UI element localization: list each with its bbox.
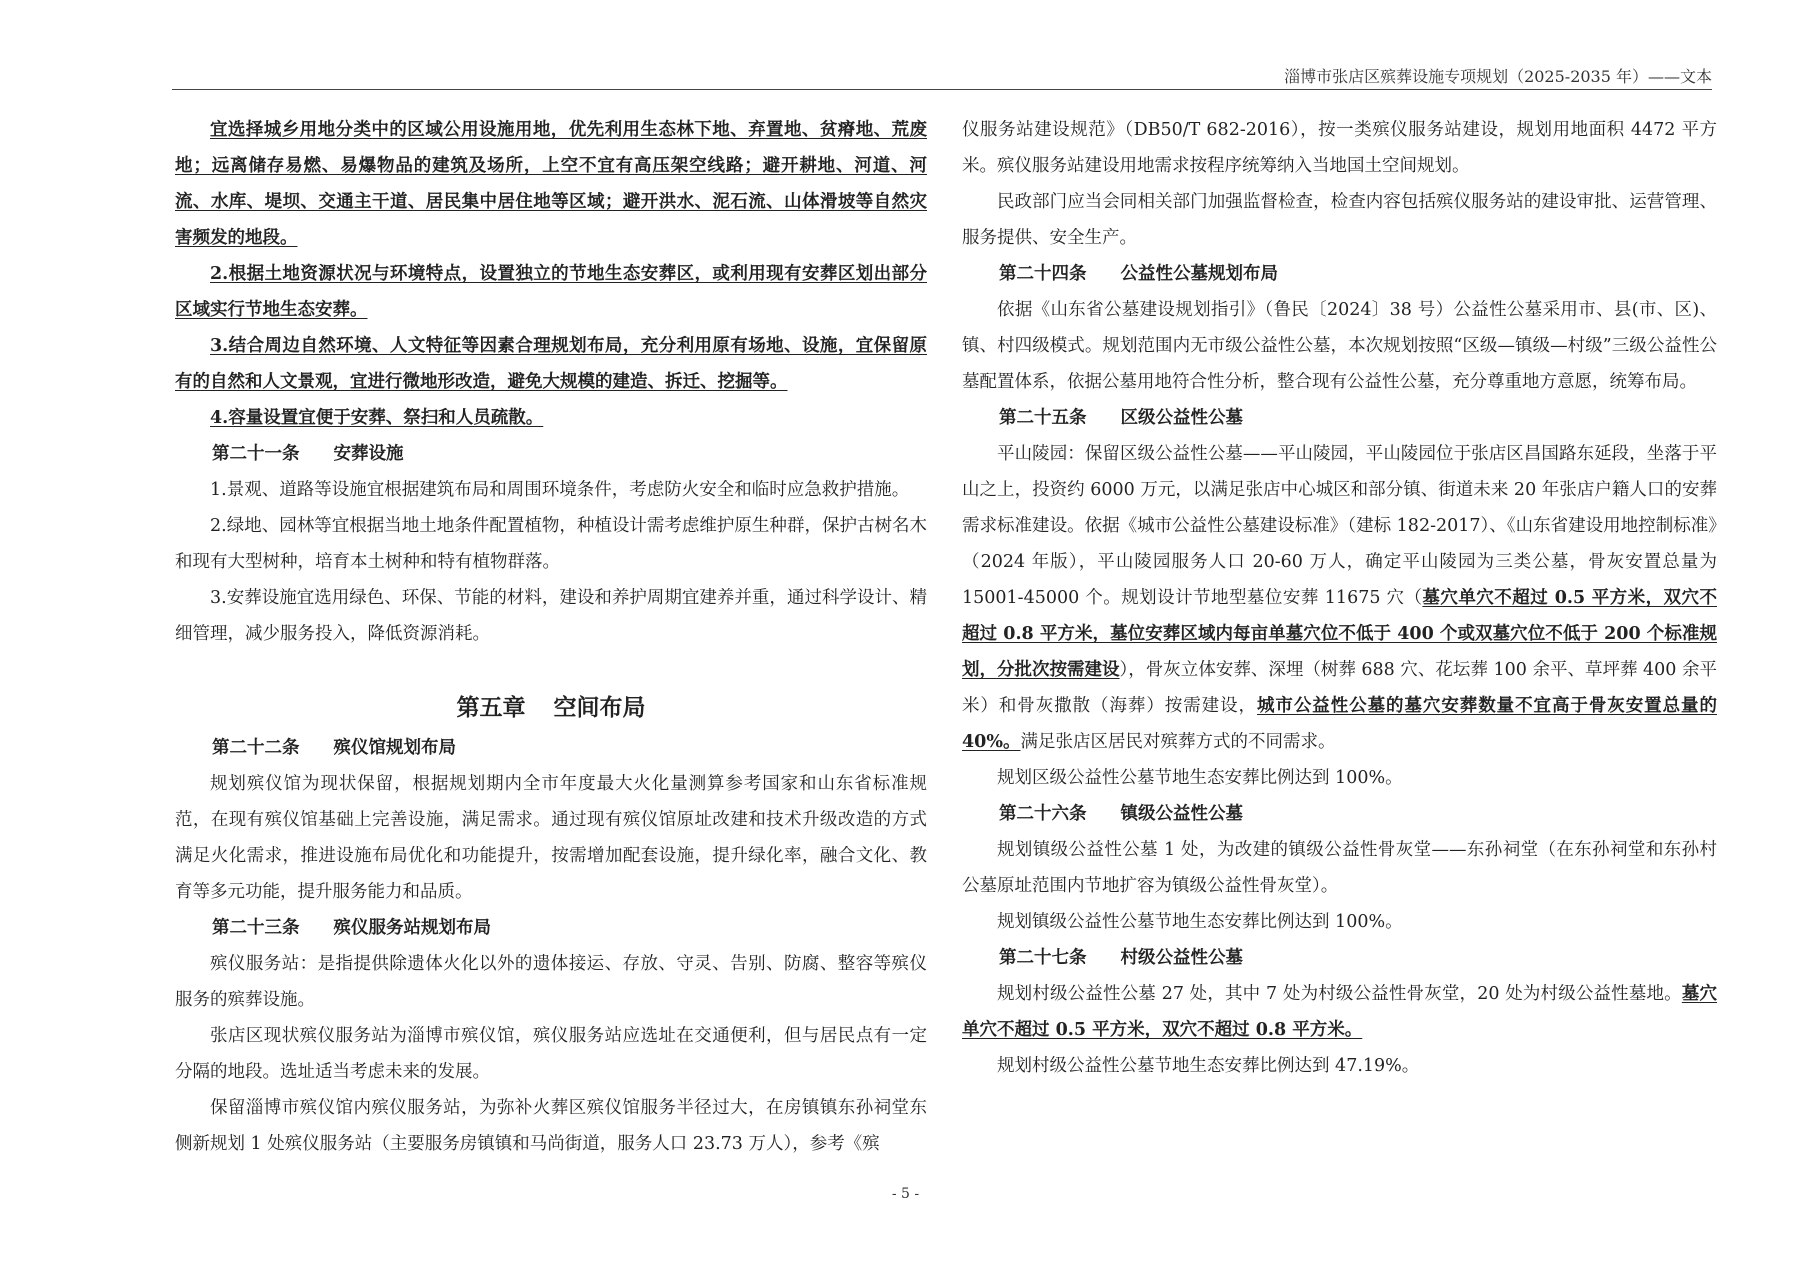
paragraph: 规划镇级公益性公墓节地生态安葬比例达到 100%。 [997,912,1403,932]
paragraph: 规划村级公益性公墓 27 处，其中 7 处为村级公益性骨灰堂，20 处为村级公益性墓地。墓穴单穴不超过 0.5 平方米，双穴不超过 0.8 平方米。 [962,984,1718,1040]
article-heading: 第二十二条 殡仪馆规划布局 [212,738,456,758]
paragraph: 3.结合周边自然环境、人文特征等因素合理规划布局，充分利用原有场地、设施，宜保留原有的自然和人文景观，宜进行微地形改造，避免大规模的建造、拆迁、挖掘等。 [175,336,927,392]
article-heading: 第二十七条 村级公益性公墓 [999,948,1243,968]
emphasis-text: 墓穴单穴不超过 0.5 平方米，双穴不超过 0.8 平方米。 [962,984,1718,1040]
page-header [172,62,1712,90]
left-column [175,112,927,1162]
article-heading: 第二十三条 殡仪服务站规划布局 [212,918,491,938]
paragraph: 3.安葬设施宜选用绿色、环保、节能的材料，建设和养护周期宜建养并重，通过科学设计、精细管理，减少服务投入，降低资源消耗。 [175,588,927,644]
paragraph: 2.根据土地资源状况与环境特点，设置独立的节地生态安葬区，或利用现有安葬区划出部分区域实行节地生态安葬。 [175,264,927,320]
article-heading: 第二十一条 安葬设施 [212,444,404,464]
paragraph: 规划殡仪馆为现状保留，根据规划期内全市年度最大火化量测算参考国家和山东省标准规范，在现有殡仪馆基础上完善设施，满足需求。通过现有殡仪馆原址改建和技术升级改造的方式满足火化需求，推进设施布局优化和功能提升，按需增加配套设施，提升绿化率，融合文化、教育等多元功能，提升服务能力和品质。 [175,774,927,902]
paragraph: 4.容量设置宜便于安葬、祭扫和人员疏散。 [210,408,544,428]
article-heading: 第二十五条 区级公益性公墓 [999,408,1243,428]
page-number: - 5 - [891,1186,920,1202]
paragraph: 仪服务站建设规范》（DB50/T 682-2016），按一类殡仪服务站建设，规划用地面积 4472 平方米。殡仪服务站建设用地需求按程序统筹纳入当地国土空间规划。 [962,120,1717,176]
emphasis-text: 墓穴单穴不超过 0.5 平方米，双穴不超过 0.8 平方米，墓位安葬区域内每亩单墓穴位不低于 400 个或双墓穴位不低于 200 个标准规划，分批次按需建设 [962,588,1717,680]
paragraph: 1.景观、道路等设施宜根据建筑布局和周围环境条件，考虑防火安全和临时应急救护措施。 [210,480,910,500]
paragraph: 张店区现状殡仪服务站为淄博市殡仪馆，殡仪服务站应选址在交通便利，但与居民点有一定分隔的地段。选址适当考虑未来的发展。 [175,1026,927,1082]
paragraph: 宜选择城乡用地分类中的区域公用设施用地，优先利用生态林下地、弃置地、贫瘠地、荒废地；远离储存易燃、易爆物品的建筑及场所，上空不宜有高压架空线路；避开耕地、河道、河流、水库、堤坝、交通主干道、居民集中居住地等区域；避开洪水、泥石流、山体滑坡等自然灾害频发的地段。 [175,120,927,248]
paragraph: 保留淄博市殡仪馆内殡仪服务站，为弥补火葬区殡仪馆服务半径过大，在房镇镇东孙祠堂东侧新规划 1 处殡仪服务站（主要服务房镇镇和马尚街道，服务人口 23.73 万人），参考《殡 [175,1098,927,1154]
chapter-heading: 第五章 空间布局 [456,694,646,721]
paragraph: 殡仪服务站：是指提供除遗体火化以外的遗体接运、存放、守灵、告别、防腐、整容等殡仪服务的殡葬设施。 [175,954,927,1010]
right-column [962,112,1717,1084]
paragraph: 依据《山东省公墓建设规划指引》（鲁民〔2024〕38 号）公益性公墓采用市、县(市、区)、镇、村四级模式。规划范围内无市级公益性公墓，本次规划按照“区级—镇级—村级”三级公益性公墓配置体系，依据公墓用地符合性分析，整合现有公益性公墓，充分尊重地方意愿，统筹布局。 [962,300,1717,392]
article-heading: 第二十六条 镇级公益性公墓 [999,804,1243,824]
emphasis-text: 城市公益性公墓的墓穴安葬数量不宜高于骨灰安置总量的 40%。 [962,696,1717,752]
paragraph: 规划村级公益性公墓节地生态安葬比例达到 47.19%。 [997,1056,1420,1076]
header-divider [172,89,1712,90]
paragraph: 规划区级公益性公墓节地生态安葬比例达到 100%。 [997,768,1403,788]
paragraph: 平山陵园：保留区级公益性公墓——平山陵园，平山陵园位于张店区昌国路东延段，坐落于平山之上，投资约 6000 万元，以满足张店中心城区和部分镇、街道未来 20 年张店户籍人口的安葬需求标准建设。依据《城市公益性公墓建设标准》（建标 182-2017）、《山东省建设用地控制标准》（2024 年版），平山陵园服务人口 20-60 万人，确定平山陵园为三类公墓，骨灰安置总量为 15001-45000 个。规划设计节地型墓位安葬 11675 穴（墓穴单穴不超过 0.5 平方米，双穴不超过 0.8 平方米，墓位安葬区域内每亩单墓穴位不低于 400 个或双墓穴位不低于 200 个标准规划，分批次按需建设），骨灰立体安葬、深埋（树葬 688 穴、花坛葬 100 余平、草坪葬 400 余平米）和骨灰撒散（海葬）按需建设，城市公益性公墓的墓穴安葬数量不宜高于骨灰安置总量的 40%。满足张店区居民对殡葬方式的不同需求。 [962,444,1717,752]
article-heading: 第二十四条 公益性公墓规划布局 [999,264,1278,284]
document-title: 淄博市张店区殡葬设施专项规划（2025-2035 年）——文本 [1284,67,1712,86]
paragraph: 规划镇级公益性公墓 1 处，为改建的镇级公益性骨灰堂——东孙祠堂（在东孙祠堂和东孙村公墓原址范围内节地扩容为镇级公益性骨灰堂）。 [962,840,1717,896]
paragraph: 民政部门应当会同相关部门加强监督检查，检查内容包括殡仪服务站的建设审批、运营管理、服务提供、安全生产。 [962,192,1717,248]
paragraph: 2.绿地、园林等宜根据当地土地条件配置植物，种植设计需考虑维护原生种群，保护古树名木和现有大型树种，培育本土树种和特有植物群落。 [175,516,927,572]
